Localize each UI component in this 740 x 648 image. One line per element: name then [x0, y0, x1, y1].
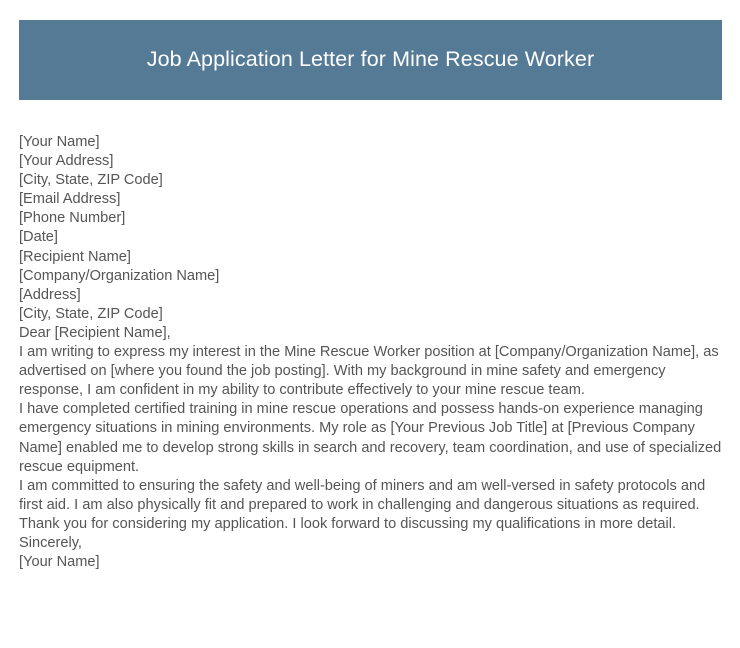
page-title: Job Application Letter for Mine Rescue Worker: [146, 47, 595, 72]
sender-address-line: [Your Address]: [19, 153, 114, 170]
sender-city-line: [City, State, ZIP Code]: [19, 172, 163, 189]
recipient-name-line: [Recipient Name]: [19, 248, 131, 265]
document-header-banner: [19, 20, 722, 100]
body-paragraph-3: I am committed to ensuring the safety and well-being of miners and am well-versed in safety protocols and first aid. I am also physically fit and prepared to work in challenging and dangerous situations as required.: [19, 477, 706, 513]
closing-line: Sincerely,: [19, 534, 82, 551]
recipient-company-line: [Company/Organization Name]: [19, 267, 220, 284]
salutation-line: Dear [Recipient Name],: [19, 324, 171, 341]
letter-date-line: [Date]: [19, 229, 58, 246]
sender-phone-line: [Phone Number]: [19, 210, 126, 227]
sender-email-line: [Email Address]: [19, 191, 121, 208]
sender-name-line: [Your Name]: [19, 134, 100, 150]
letter-body: [19, 133, 722, 572]
signature-line: [Your Name]: [19, 554, 100, 571]
recipient-city-line: [City, State, ZIP Code]: [19, 305, 163, 322]
body-paragraph-4: Thank you for considering my application. I look forward to discussing my qualifications in more detail.: [19, 515, 677, 532]
body-paragraph-2: I have completed certified training in mine rescue operations and possess hands-on experience managing emergency situations in mining environments. My role as [Your Previous Job Title] at [Previous Company Name] enabled me to develop strong skills in search and recovery, team coordination, and use of specialized rescue equipment.: [19, 401, 722, 475]
recipient-address-line: [Address]: [19, 286, 81, 303]
body-paragraph-1: I am writing to express my interest in the Mine Rescue Worker position at [Company/Organization Name], as advertised on [where you found the job posting]. With my background in mine safety and emergency response, I am confident in my ability to contribute effectively to your mine rescue team.: [19, 344, 719, 399]
